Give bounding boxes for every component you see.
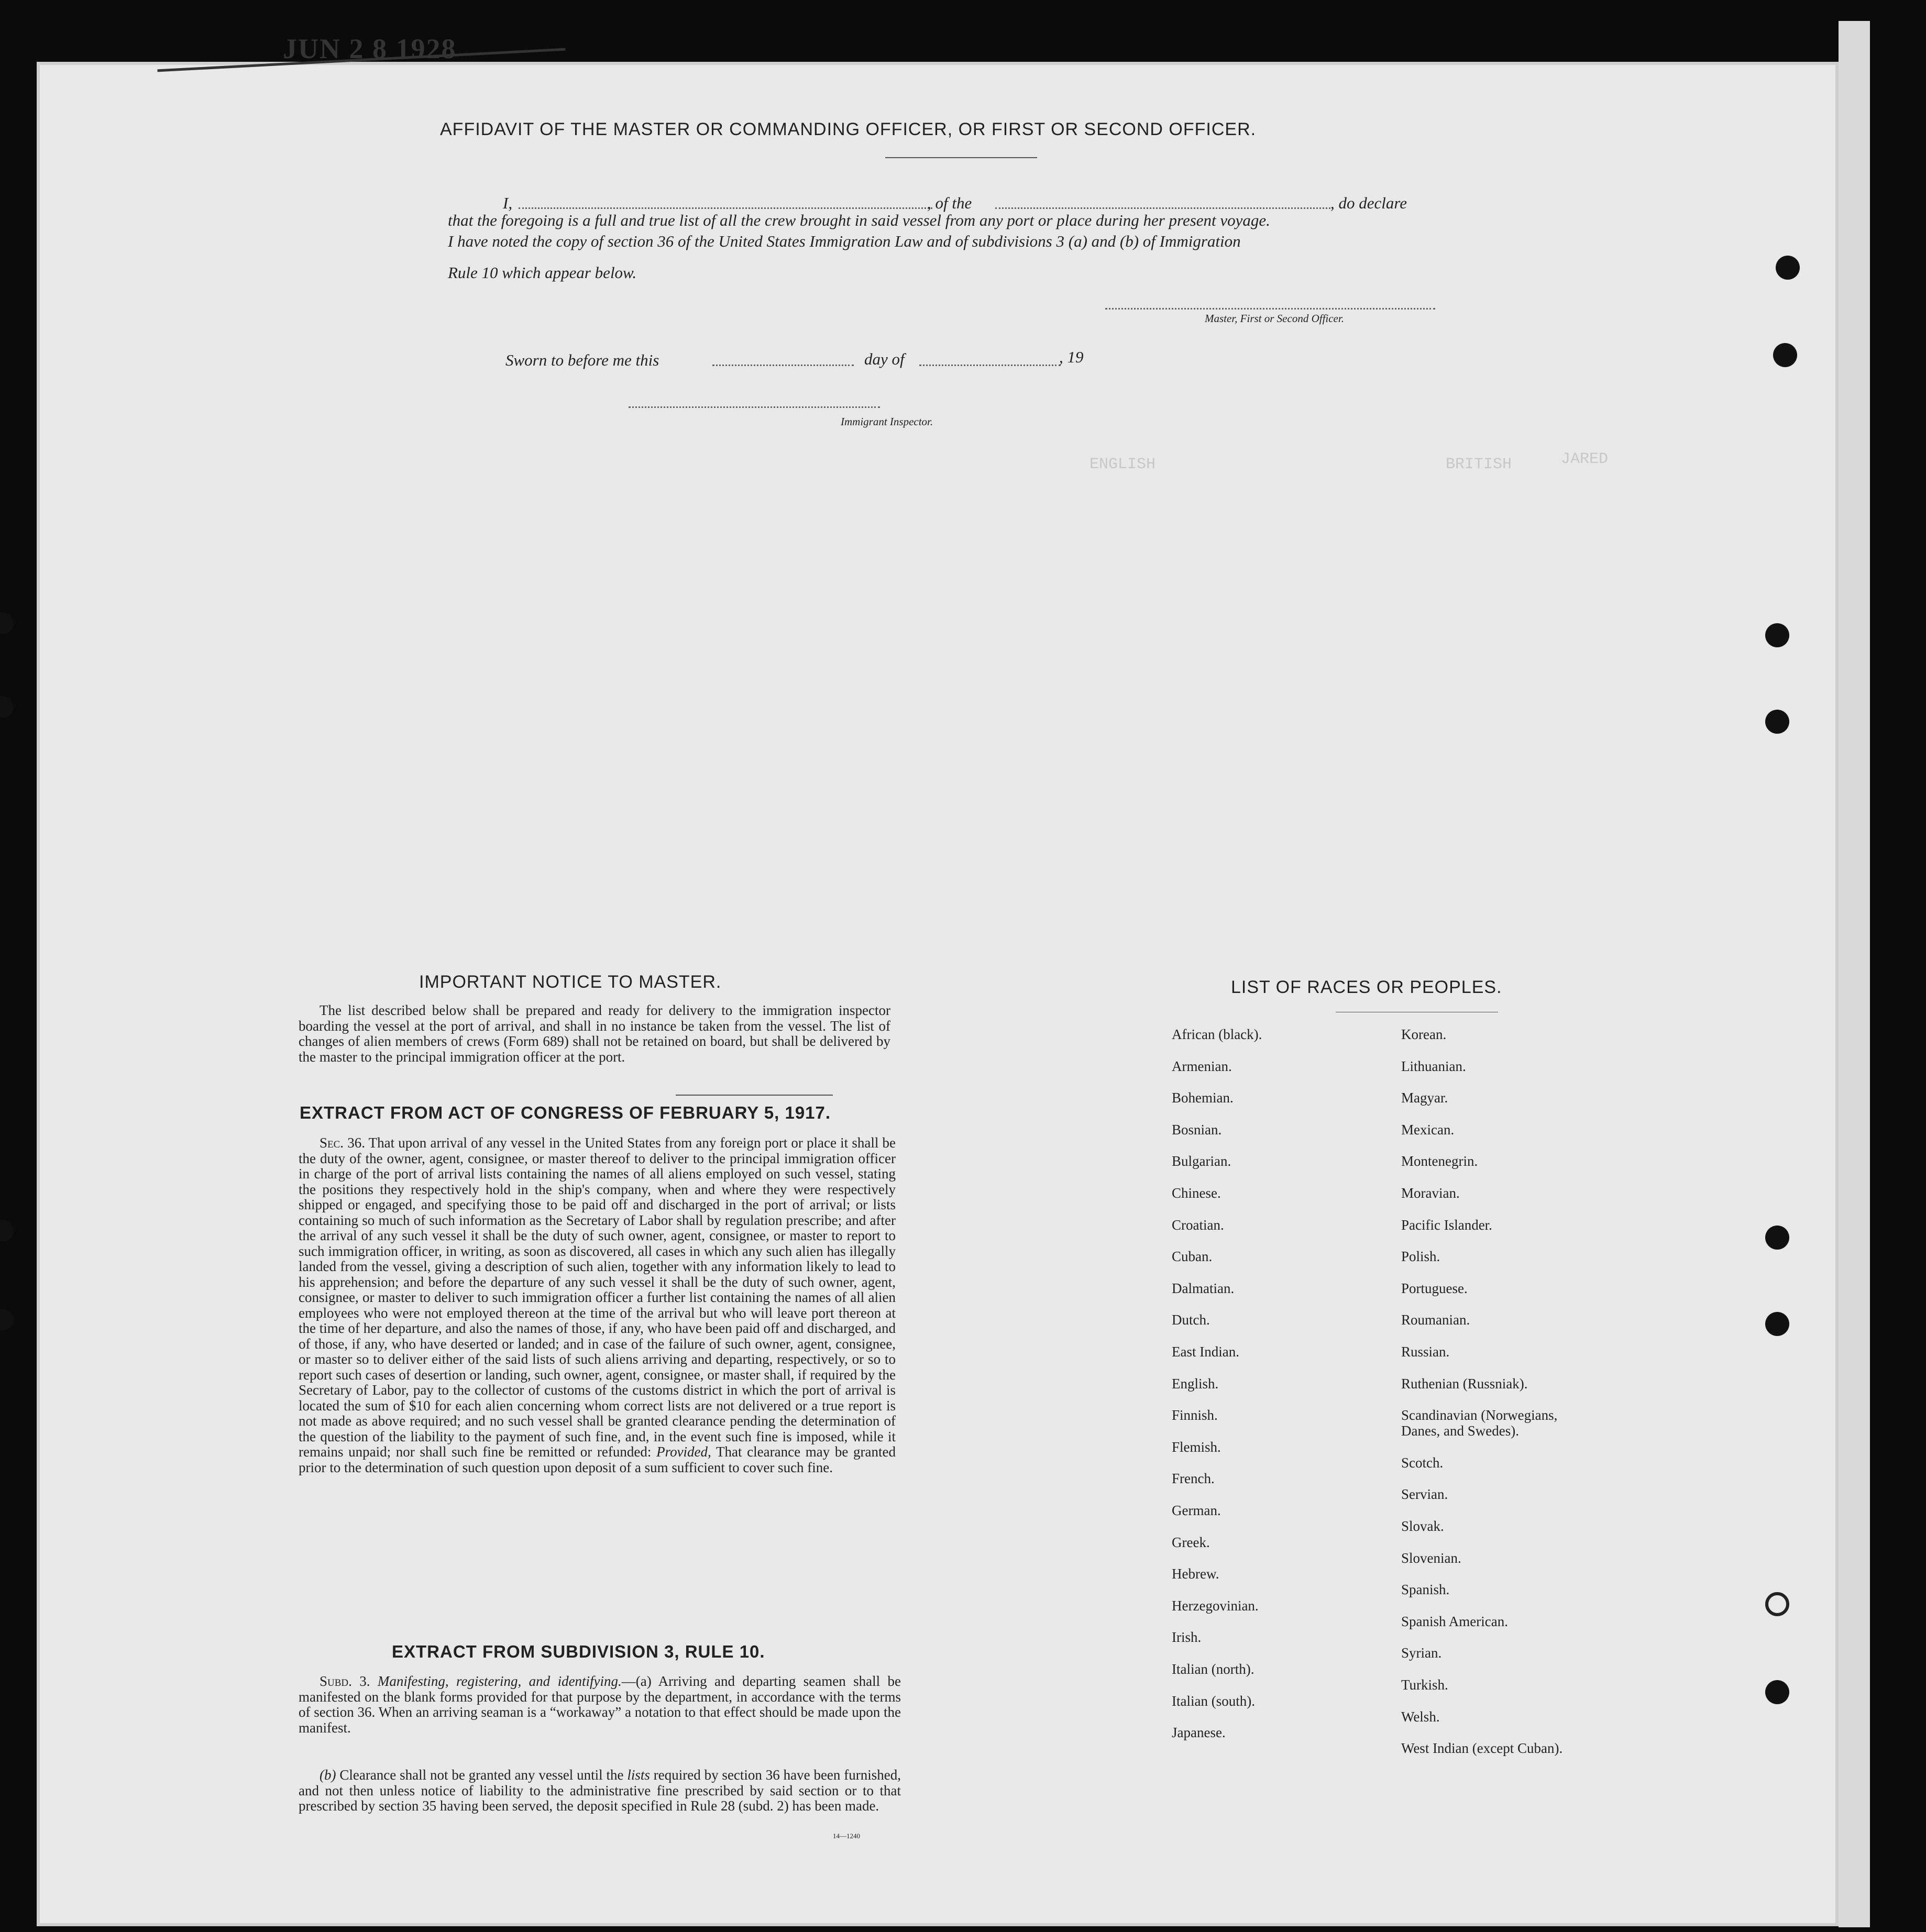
para-b-lists: lists [627, 1767, 650, 1783]
punch-hole [1765, 1592, 1789, 1616]
sworn-text: Sworn to before me this [505, 351, 659, 369]
punch-hole [1765, 623, 1789, 647]
show-through-mark: ENGLISH [1089, 456, 1156, 473]
edge-hole [0, 1220, 14, 1241]
race-item: French. [1172, 1471, 1215, 1487]
rule-para-b [299, 1768, 901, 1814]
race-item: Pacific Islander. [1401, 1217, 1492, 1233]
sworn-month-blank[interactable] [919, 365, 1061, 366]
race-item: Greek. [1172, 1534, 1210, 1550]
show-through-mark: BRITISH [1446, 456, 1512, 473]
punch-hole [1765, 1312, 1789, 1336]
race-item: West Indian (except Cuban). [1401, 1740, 1563, 1757]
under-page-edge [1839, 21, 1870, 1927]
affidavit-line3: I have noted the copy of section 36 of the United States Immigration Law and of subdivisions 3 (a) and (b) of Immigration [448, 232, 1241, 250]
para-a-text: —(a) Arriving and departing seamen shall be manifested on the blank forms provided for that purpose by the department, in accordance with the terms of section 36. When an arriving seaman is a “workaway” a notation to that effect should be made upon the manifest. [299, 1673, 901, 1736]
races-title: LIST OF RACES OR PEOPLES. [1231, 977, 1502, 997]
sec-label: Sec. 36. [320, 1135, 365, 1151]
race-item: Armenian. [1172, 1058, 1232, 1074]
race-item: Spanish. [1401, 1582, 1450, 1598]
race-item: Ruthenian (Russniak). [1401, 1375, 1528, 1392]
race-item: Chinese. [1172, 1185, 1221, 1201]
race-item: Slovak. [1401, 1518, 1444, 1534]
title-rule [885, 157, 1037, 158]
inspector-signature-blank[interactable] [629, 406, 880, 408]
para-b-post: required by section 36 have been furnished, and not then unless notice of liability to the administrative fine prescribed by said section or to that prescribed by section 35 having been served, the deposit specified in Rule 28 (subd. 2) has been made. [299, 1767, 901, 1814]
edge-hole [0, 1309, 14, 1330]
inspector-caption: Immigrant Inspector. [841, 415, 933, 428]
race-item: Scandinavian (Norwegians, [1401, 1407, 1558, 1423]
punch-hole [1765, 710, 1789, 734]
affidavit-line4: Rule 10 which appear below. [448, 263, 637, 282]
race-item: Montenegrin. [1401, 1153, 1478, 1169]
race-item: Portuguese. [1401, 1280, 1468, 1296]
day-of-text: day of [864, 350, 905, 368]
race-item: Magyar. [1401, 1090, 1448, 1106]
rule-para-a [299, 1674, 901, 1736]
race-item: Flemish. [1172, 1439, 1221, 1455]
notice-text: The list described below shall be prepared and ready for delivery to the immigration inspector boarding the vessel at the port of arrival, and shall in no instance be taken from the vessel. The list of changes of alien members of crews (Form 689) shall not be retained on board, but shall be delivered by the master to the principal immigration officer at the port. [299, 1002, 890, 1065]
race-item: Croatian. [1172, 1217, 1224, 1233]
extract-rule-title: EXTRACT FROM SUBDIVISION 3, RULE 10. [392, 1642, 765, 1661]
section-rule [676, 1095, 833, 1096]
master-signature-blank[interactable] [1105, 308, 1435, 310]
para-b-label: (b) [320, 1767, 336, 1783]
vessel-blank[interactable] [995, 207, 1330, 209]
race-item: Finnish. [1172, 1407, 1218, 1423]
race-item: Turkish. [1401, 1677, 1448, 1693]
race-item: Roumanian. [1401, 1312, 1470, 1328]
subd-label: Subd. 3. [320, 1673, 370, 1689]
race-item: Cuban. [1172, 1249, 1213, 1265]
race-item: German. [1172, 1503, 1221, 1518]
race-item: English. [1172, 1375, 1219, 1392]
race-item: Dutch. [1172, 1312, 1210, 1328]
punch-hole [1776, 256, 1800, 280]
sworn-day-blank[interactable] [712, 365, 854, 366]
race-item: Polish. [1401, 1249, 1440, 1265]
race-item: African (black). [1172, 1026, 1262, 1042]
name-blank[interactable] [519, 207, 932, 209]
race-item: Spanish American. [1401, 1613, 1508, 1629]
race-item: Welsh. [1401, 1708, 1440, 1725]
show-through-mark: JARED [1561, 450, 1609, 468]
punch-hole [1773, 343, 1797, 367]
race-item: Bosnian. [1172, 1121, 1222, 1138]
sec-body-end: That clearance may be granted prior to the determination of such question upon deposit of a sum sufficient to cover such fine. [299, 1444, 896, 1475]
race-item: Bulgarian. [1172, 1153, 1231, 1169]
provided-word: Provided, [656, 1444, 711, 1460]
race-item: Danes, and Swedes). [1401, 1423, 1519, 1439]
master-caption: Master, First or Second Officer. [1205, 312, 1344, 325]
race-item: Irish. [1172, 1629, 1202, 1646]
affidavit-line2: that the foregoing is a full and true list of all the crew brought in said vessel from any port or place during her present voyage. [448, 211, 1270, 229]
race-item: Herzegovinian. [1172, 1597, 1259, 1614]
race-item: Mexican. [1401, 1121, 1455, 1138]
punch-hole [1765, 1226, 1789, 1250]
para-b-pre: Clearance shall not be granted any vessel until the [339, 1767, 624, 1783]
race-item: Syrian. [1401, 1645, 1442, 1661]
notice-title: IMPORTANT NOTICE TO MASTER. [419, 972, 722, 992]
race-item: Moravian. [1401, 1185, 1460, 1201]
affidavit-title: AFFIDAVIT OF THE MASTER OR COMMANDING OFFICER, OR FIRST OR SECOND OFFICER. [440, 119, 1257, 139]
affidavit-of-the: , of the [927, 194, 972, 212]
year-text: , 19 [1059, 348, 1084, 366]
race-item: Scotch. [1401, 1454, 1444, 1471]
document-page [37, 62, 1839, 1926]
race-item: Servian. [1401, 1486, 1448, 1503]
race-item: Bohemian. [1172, 1090, 1234, 1106]
race-item: Russian. [1401, 1344, 1450, 1360]
race-item: Japanese. [1172, 1725, 1226, 1741]
race-item: Dalmatian. [1172, 1280, 1235, 1296]
race-item: Korean. [1401, 1026, 1447, 1042]
race-item: Italian (south). [1172, 1693, 1255, 1709]
race-item: Hebrew. [1172, 1566, 1219, 1582]
affidavit-declare: , do declare [1330, 194, 1407, 212]
punch-hole [1765, 1680, 1789, 1704]
sec-body: That upon arrival of any vessel in the United States from any foreign port or place it shall be the duty of the owner, agent, consignee, or master thereof to deliver to the principal immigration officer in charge of the port of arrival lists containing the names of all aliens employed on such vessel, stating the positions they respectively hold in the ship's company, when and where they were respectively shipped or engaged, and specifying those to be paid off and discharged in the port of arrival; or lists containing so much of such information as the Secretary of Labor shall by regulation prescribe; and after the arrival of any such vessel it shall be the duty of such owner, agent, consignee, or master to report to such immigration officer, in writing, as soon as discovered, all cases in which any such alien has illegally landed from the vessel, giving a description of such alien, together with any information likely to lead to his apprehension; and before the departure of any such vessel it shall be the duty of such owner, agent, consignee, or master to deliver to such immigration officer a further list containing the names of all alien employees who were not employed thereon at the time of the arrival but who will leave port thereon at the time of her departure, and also the names of those, if any, who have been paid off and discharged, and of those, if any, who have deserted or landed; and in case of the failure of such owner, agent, consignee, or master so to deliver either of the said lists of such aliens arriving and departing, respectively, or so to report such cases of desertion or landing, such owner, agent, consignee, or master shall, if required by the Secretary of Labor, pay to the collector of customs of the customs district in which the port of arrival is located the sum of $10 for each alien concerning whom correct lists are not delivered or a true report is not made as above required; and no such vessel shall be granted clearance pending the determination of the question of the liability to the payment of such fine, and, in the event such fine is imposed, while it remains unpaid; nor shall such fine be remitted or refunded: [299, 1135, 896, 1460]
race-item: East Indian. [1172, 1344, 1239, 1360]
race-item: Slovenian. [1401, 1550, 1461, 1566]
affidavit-i: I, [503, 194, 513, 212]
race-item: Lithuanian. [1401, 1058, 1466, 1074]
edge-hole [0, 613, 14, 634]
extract-act-title: EXTRACT FROM ACT OF CONGRESS OF FEBRUARY 5, 1917. [300, 1103, 831, 1122]
date-stamp: JUN 2 8 1928 [283, 33, 457, 64]
form-code: 14—1240 [833, 1832, 860, 1840]
edge-hole [0, 697, 14, 717]
race-item: Italian (north). [1172, 1661, 1254, 1677]
subd-heading: Manifesting, registering, and identifying. [377, 1673, 622, 1689]
extract-act-text [299, 1135, 896, 1475]
